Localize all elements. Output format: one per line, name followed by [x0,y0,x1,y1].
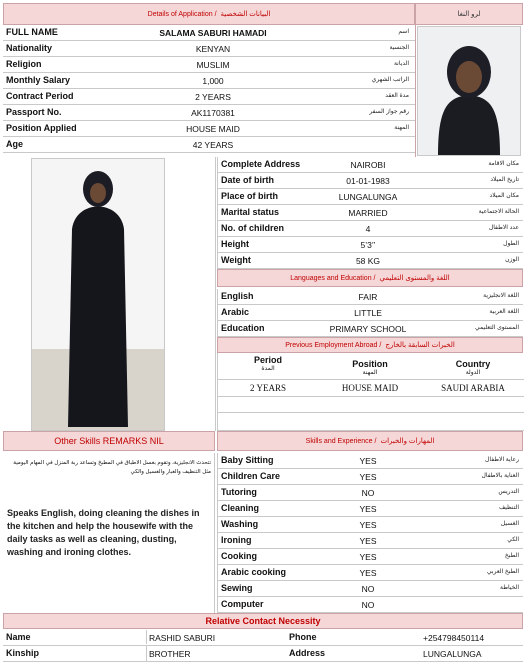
contact-phone: +254798450114 [423,633,485,643]
value-dob: 01-01-1983 [346,176,390,186]
row-religion [3,57,415,73]
skill-value: YES [359,536,377,546]
experience-header [217,337,523,353]
remarks-header [3,431,215,451]
skill-label: Washing [221,519,259,529]
exp-period: 2 YEARS [250,383,286,393]
full-body-photo [31,158,165,431]
experience-row [218,379,524,397]
ar-full-name: اسم [398,29,409,35]
ar-height: الطول [503,241,519,247]
skill-row [217,469,523,485]
value-passport: AK1170381 [191,108,235,118]
languages-title: Languages and Education / [290,274,376,282]
col-position [318,359,422,376]
skills-section [217,453,523,613]
passport-photo [417,26,521,156]
label-education: Education [221,323,265,333]
contact-name: RASHID SABURI [146,630,215,644]
divider [415,25,416,157]
contact-kinship-label: Kinship [6,648,39,658]
value-english: FAIR [358,292,378,302]
row-pob [217,189,523,205]
experience-table [217,353,523,431]
row-dob [217,173,523,189]
row-height [217,237,523,253]
divider [215,157,216,431]
value-contract: 2 YEARS [195,92,231,102]
details-section [217,157,523,269]
label-arabic: Arabic [221,307,250,317]
skill-label: Arabic cooking [221,567,287,577]
skills-title: Skills and Experience / [305,437,377,445]
skill-value: NO [361,488,375,498]
value-religion: MUSLIM [196,60,230,70]
value-weight: 58 KG [355,256,381,266]
value-address: NAIROBI [350,160,386,170]
row-passport [3,105,415,121]
skill-label: Cooking [221,551,257,561]
skill-value: YES [359,472,377,482]
label-marital: Marital status [221,207,280,217]
row-nationality [3,41,415,57]
exp-country: SAUDI ARABIA [441,383,505,393]
value-education: PRIMARY SCHOOL [329,324,407,334]
row-position [3,121,415,137]
contact-phone-label: Phone [289,632,317,642]
skill-label: Children Care [221,471,281,481]
experience-title-ar: الخبرات السابقة بالخارج [385,342,455,349]
ar-education: المستوى التعليمي [474,325,519,331]
row-education [217,321,523,337]
photo-header-ar: لرو النغا [457,11,481,18]
contact-name-label: Name [6,632,31,642]
skill-ar: العناية بالاطفال [481,473,519,479]
skill-row [217,565,523,581]
label-passport: Passport No. [6,107,62,117]
skill-ar: الغسيل [500,521,519,527]
label-position: Position Applied [6,123,77,133]
label-dob: Date of birth [221,175,274,185]
row-english [217,289,523,305]
label-height: Height [221,239,249,249]
skill-row [217,597,523,613]
skill-ar: رعاية الاطفال [485,457,519,463]
skill-row [217,453,523,469]
ar-position: المهنة [394,125,409,131]
remarks-ar: تتحدث الانجليزية، وتقوم بغسل الاطباق في المطبخ وتساعد ربة المنزل في المهام اليومية مثل التنظيف والغبار والغسيل والكي [13,460,211,475]
skill-value: YES [359,568,377,578]
label-address: Complete Address [221,159,301,169]
skill-row [217,517,523,533]
label-religion: Religion [6,59,42,69]
application-header [3,3,415,25]
skill-label: Baby Sitting [221,455,274,465]
languages-section [217,289,523,337]
contact-row-2 [3,646,523,662]
remarks-text: Speaks English, doing cleaning the dishes in the kitchen and help the housewife with the daily tasks as well as cleaning, dusting, washing and ironing clothes. [7,508,200,557]
col-country [422,359,524,376]
contact-address: LUNGALUNGA [423,649,482,659]
skill-row [217,501,523,517]
exp-position: HOUSE MAID [341,383,399,393]
row-full-name [3,25,415,41]
ar-weight: الوزن [505,257,519,263]
row-weight [217,253,523,269]
label-contract: Contract Period [6,91,74,101]
skill-value: NO [361,584,375,594]
value-salary: 1,000 [202,76,224,86]
value-marital: MARRIED [348,208,388,218]
ar-nationality: الجنسية [389,45,409,51]
skill-value: NO [361,600,375,610]
row-contract [3,89,415,105]
languages-header [217,269,523,287]
skill-label: Cleaning [221,503,260,513]
skill-row [217,549,523,565]
contact-title: Relative Contact Necessity [205,616,321,626]
full-body-icon [32,159,164,430]
value-full-name: SALAMA SABURI HAMADI [159,28,267,38]
experience-empty-row-2 [218,413,524,431]
col-position-ar: المهنة [362,370,378,376]
skills-header [217,431,523,451]
ar-contract: مدة العقد [385,93,409,99]
value-pob: LUNGALUNGA [338,192,398,202]
row-arabic [217,305,523,321]
ar-english: اللغة الانجليزية [483,293,519,299]
skill-label: Sewing [221,583,253,593]
value-position: HOUSE MAID [186,124,240,134]
row-age [3,137,415,153]
ar-dob: تاريخ الميلاد [490,177,519,183]
label-children: No. of children [221,223,284,233]
col-period-label: Period [253,355,282,365]
ar-arabic: اللغة العربية [489,309,519,315]
ar-salary: الراتب الشهري [371,77,409,83]
value-height: 5’3’’ [360,240,376,250]
portrait-icon [418,27,520,155]
experience-title: Previous Employment Abroad / [285,341,382,349]
personal-section [3,25,415,157]
skills-title-ar: المهارات والخبرات [380,438,435,445]
remarks-panel [3,453,215,613]
col-country-ar: الدولة [465,370,481,376]
skill-ar: التدريس [498,489,519,495]
col-period [218,355,318,372]
ar-marital: الحالة الاجتماعية [478,209,519,215]
photo-header [415,3,523,25]
skill-row [217,533,523,549]
ar-address: مكان الاقامة [488,161,519,167]
ar-passport: رقم جواز السفر [369,109,409,115]
application-form [3,3,523,661]
contact-row-1 [3,630,523,646]
label-weight: Weight [221,255,251,265]
row-children [217,221,523,237]
col-position-label: Position [352,359,388,369]
skill-ar: الطبخ العربي [486,569,519,575]
contact-header [3,613,523,629]
skill-value: YES [359,520,377,530]
ar-children: عدد الاطفال [488,225,519,231]
value-nationality: KENYAN [195,44,231,54]
remarks-title: Other Skills REMARKS NIL [54,436,164,446]
experience-empty-row-1 [218,397,524,413]
label-salary: Monthly Salary [6,75,71,85]
contact-address-label: Address [289,648,326,658]
skill-ar: الخياطة [500,585,519,591]
row-marital [217,205,523,221]
ar-religion: الديانة [393,61,409,67]
header-title-ar: البيانات الشخصية [220,11,271,18]
skill-ar: الكي [507,537,519,543]
skill-label: Computer [221,599,264,609]
label-nationality: Nationality [6,43,53,53]
label-pob: Place of birth [221,191,279,201]
skill-label: Tutoring [221,487,257,497]
languages-title-ar: اللغة والمستوى التعليمي [379,275,450,282]
row-salary [3,73,415,89]
skill-value: YES [359,456,377,466]
skill-label: Ironing [221,535,252,545]
label-age: Age [6,139,24,149]
skill-ar: التنظيف [498,505,519,511]
row-address [217,157,523,173]
label-english: English [221,291,254,301]
value-age: 42 YEARS [192,140,234,150]
skill-ar: الطبخ [504,553,519,559]
skill-row [217,581,523,597]
value-arabic: LITTLE [354,308,382,318]
col-country-label: Country [455,359,491,369]
skill-value: YES [359,504,377,514]
contact-kinship: BROTHER [146,646,191,662]
col-period-ar: المدة [261,366,275,372]
value-children: 4 [365,224,371,234]
label-full-name: FULL NAME [6,27,58,37]
contact-section [3,630,523,662]
ar-pob: مكان الميلاد [489,193,519,199]
header-title: Details of Application / [147,10,217,18]
skill-row [217,485,523,501]
skill-value: YES [359,552,377,562]
